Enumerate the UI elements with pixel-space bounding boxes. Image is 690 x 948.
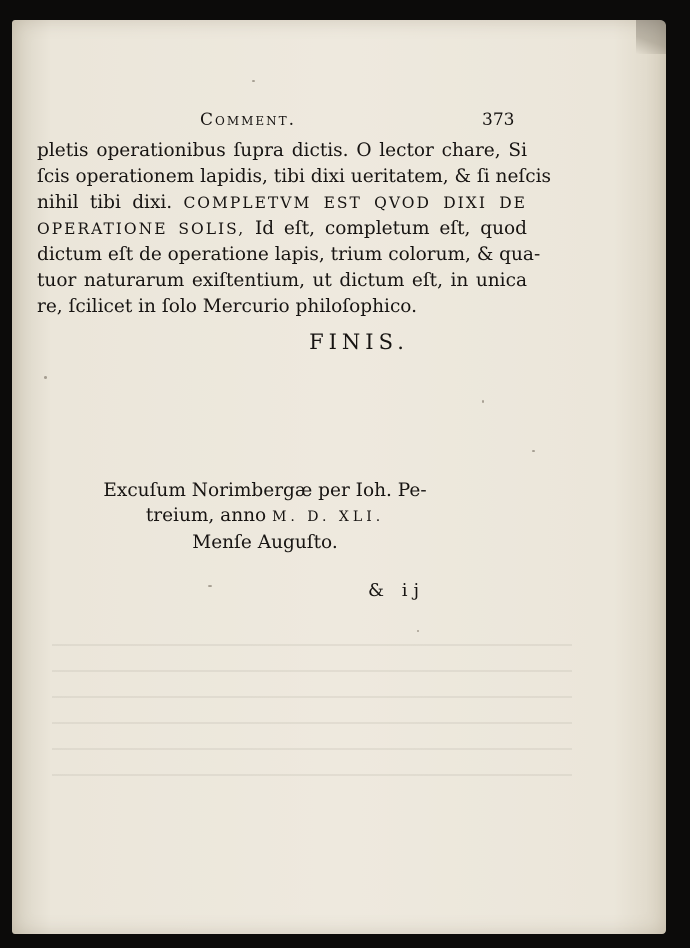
signature-mark: & ij xyxy=(368,580,426,601)
paper-speck xyxy=(417,630,419,632)
colophon-year: M. D. XLI. xyxy=(272,509,385,525)
body-line-4 xyxy=(37,216,527,242)
paper-speck xyxy=(482,400,484,403)
body-line-4-text: Id eſt, completum eſt, quod xyxy=(254,218,527,239)
colophon-line-2-text: treium, anno xyxy=(145,505,267,526)
body-line-5: dictum eſt de operatione lapis, trium colorum, & qua- xyxy=(37,244,541,265)
body-line-3-text: nihil tibi dixi. xyxy=(37,192,173,213)
colophon-line-3: Menſe Auguſto. xyxy=(192,532,338,553)
colophon xyxy=(100,478,430,555)
page-number: 373 xyxy=(482,110,515,130)
finis-heading: FINIS. xyxy=(309,330,409,354)
show-through-bleed xyxy=(52,630,572,800)
body-line-2: ſcis operationem lapidis, tibi dixi ueritatem, & ſi neſcis xyxy=(37,166,552,187)
body-line-7: re, ſcilicet in ſolo Mercurio philoſophico. xyxy=(37,296,417,317)
colophon-line-2 xyxy=(100,503,430,530)
body-paragraph xyxy=(37,138,552,320)
page-header xyxy=(12,110,666,138)
paper-speck xyxy=(532,450,535,452)
paper-speck xyxy=(208,585,212,587)
page-corner-shadow xyxy=(636,20,666,54)
caps-phrase-1: COMPLETVM EST QVOD DIXI DE xyxy=(183,194,527,212)
body-line-6: tuor naturarum exiſtentium, ut dictum eſt, in unica xyxy=(37,270,527,291)
body-line-1: pletis operationibus ſupra dictis. O lector chare, Si xyxy=(37,140,527,161)
paper-page xyxy=(12,20,666,934)
caps-phrase-2: OPERATIONE SOLIS, xyxy=(37,220,246,238)
paper-speck xyxy=(252,80,255,82)
body-line-3 xyxy=(37,190,527,216)
colophon-line-1: Excuſum Norimbergæ per Ioh. Pe- xyxy=(103,480,427,501)
paper-speck xyxy=(44,376,47,379)
running-head: Comment. xyxy=(200,110,297,130)
